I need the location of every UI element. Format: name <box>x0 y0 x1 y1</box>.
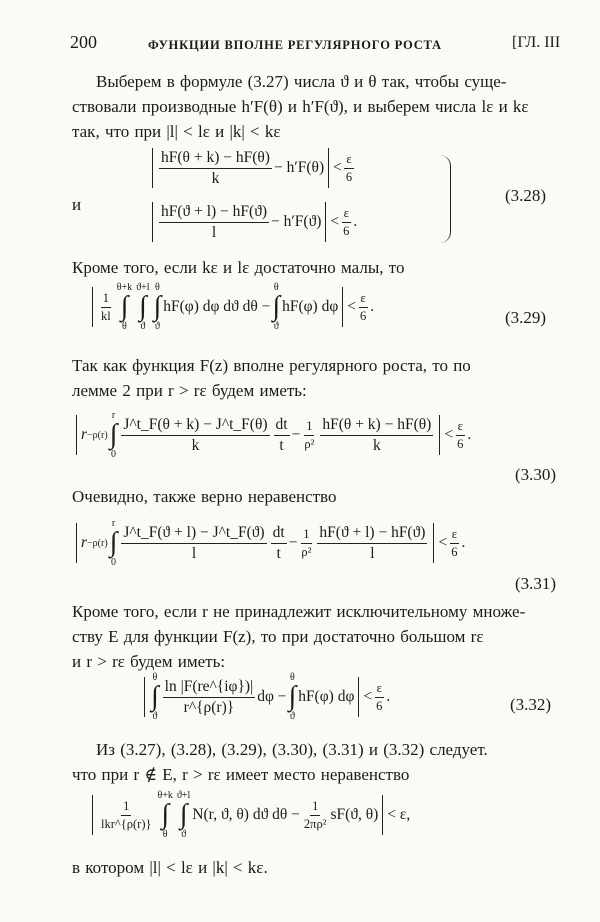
math-term: 1 <box>121 799 131 816</box>
math-term: 1 <box>304 419 314 436</box>
math-term: N(r, ϑ, θ) dϑ dθ − <box>192 806 300 823</box>
text-line: лемме 2 при r > rε будем иметь: <box>72 381 307 400</box>
math-term: − <box>291 426 301 443</box>
abs-bar <box>76 523 77 563</box>
equation-3-28b <box>148 202 357 242</box>
abs-bar <box>358 677 359 717</box>
running-title: ФУНКЦИИ ВПОЛНЕ РЕГУЛЯРНОГО РОСТА <box>148 38 442 52</box>
math-term: ϑ <box>140 321 146 332</box>
equation-3-32 <box>140 672 390 722</box>
math-term: ln |F(re^{iφ})| <box>163 678 256 698</box>
math-term: < <box>347 298 357 315</box>
math-term: θ <box>154 282 160 293</box>
math-term: ε <box>450 527 459 544</box>
abs-bar <box>92 287 93 327</box>
abs-bar <box>328 148 329 188</box>
integral <box>110 518 118 568</box>
math-term: −ρ(r) <box>87 537 108 549</box>
denominator: k <box>211 169 220 187</box>
abs-bar <box>382 795 383 835</box>
lt: < <box>333 159 342 176</box>
integral <box>272 282 280 332</box>
integral <box>110 410 118 460</box>
integral-sign: ∫ <box>153 291 162 322</box>
math-term: θ <box>152 672 158 683</box>
equation-3-29 <box>88 282 374 332</box>
math-term: ε <box>344 152 353 169</box>
equation-3-31 <box>72 518 465 568</box>
abs-bar <box>152 148 153 188</box>
math-term: < <box>438 534 448 551</box>
math-term: ϑ+l <box>176 790 191 801</box>
math-term: dt <box>274 416 290 436</box>
math-term: k <box>191 436 200 454</box>
math-term: − h′F(ϑ) <box>271 213 322 230</box>
math-term: θ <box>122 321 127 332</box>
text-line: и r > rε будем иметь: <box>72 652 226 671</box>
integral <box>177 790 190 840</box>
math-term: . <box>353 213 358 230</box>
math-term: ε <box>375 681 384 698</box>
math-term: r^{ρ(r)} <box>183 698 235 716</box>
fraction <box>302 799 329 832</box>
math-term: θ+k <box>116 282 133 293</box>
math-term: l <box>191 544 197 562</box>
integral-sign: ∫ <box>109 527 118 558</box>
equation-3-28a <box>148 148 356 188</box>
text-line: Кроме того, если kε и lε достаточно малы, то <box>72 258 405 277</box>
integral <box>289 672 297 722</box>
math-term: 6 <box>345 169 353 184</box>
fraction <box>159 203 269 242</box>
math-term: hF(θ + k) − hF(θ) <box>320 416 433 436</box>
fraction <box>121 524 266 563</box>
brace <box>440 155 451 243</box>
math-term: hF(φ) dφ dϑ dθ − <box>163 298 271 315</box>
math-term: ϑ <box>273 321 279 332</box>
abs-bar <box>152 202 153 242</box>
math-term: k <box>372 436 381 454</box>
text-line: ствовали производные h′F(θ) и h′F(ϑ), и выберем числа lε и kε <box>72 97 529 116</box>
chapter-label: [ГЛ. III <box>512 34 561 51</box>
integral-sign: ∫ <box>161 799 170 830</box>
abs-bar <box>144 677 145 717</box>
math-term: r <box>111 518 116 529</box>
fraction <box>455 419 465 452</box>
fraction <box>99 799 153 832</box>
text-line: Так как функция F(z) вполне регулярного роста, то по <box>72 356 471 375</box>
math-term: 6 <box>360 308 367 323</box>
math-term: t <box>276 544 281 562</box>
fraction <box>302 419 316 452</box>
fraction <box>99 291 113 324</box>
math-term: l <box>211 223 217 241</box>
integral-sign: ∫ <box>109 419 118 450</box>
math-term: J^t_F(θ + k) − J^t_F(θ) <box>121 416 269 436</box>
math-term: 6 <box>376 698 383 713</box>
fraction <box>163 678 256 717</box>
text-line: в котором |l| < lε и |k| < kε. <box>72 858 268 877</box>
integral <box>117 282 132 332</box>
integral-sign: ∫ <box>139 291 147 322</box>
fraction <box>271 524 287 563</box>
equation-label: (3.31) <box>515 574 557 593</box>
math-term: θ+k <box>157 790 173 801</box>
abs-bar <box>325 202 326 242</box>
math-term: . <box>467 426 472 443</box>
term: − h′F(θ) <box>273 159 325 176</box>
math-term: θ <box>162 829 168 840</box>
abs-bar <box>439 415 440 455</box>
math-term: 1 <box>310 799 320 816</box>
math-term: ρ² <box>304 436 315 451</box>
text-line: что при r ∉ E, r > rε имеет место неравенство <box>72 765 410 784</box>
math-term: 6 <box>451 544 458 559</box>
equation-label: (3.32) <box>510 695 552 714</box>
equation-3-30 <box>72 410 471 460</box>
fraction <box>317 524 427 563</box>
math-term: < ε, <box>387 806 411 823</box>
math-term: l <box>370 544 375 562</box>
text-line: так, что при |l| < lε и |k| < kε <box>72 122 281 141</box>
math-term: . <box>386 688 391 705</box>
math-term: ϑ <box>152 711 158 722</box>
math-term: θ <box>289 672 295 683</box>
math-term: − <box>288 534 298 551</box>
fraction <box>320 416 433 455</box>
equation-label: (3.30) <box>515 465 557 484</box>
integral-sign: ∫ <box>151 681 159 712</box>
integral <box>151 672 159 722</box>
fraction <box>121 416 269 455</box>
page-number: 200 <box>70 32 97 52</box>
math-term: sF(ϑ, θ) <box>330 806 379 823</box>
abs-bar <box>433 523 434 563</box>
math-term: r <box>81 426 88 443</box>
math-term: 2πρ² <box>303 816 327 831</box>
math-term: ϑ <box>181 829 187 840</box>
fraction <box>374 681 384 714</box>
numerator: hF(θ + k) − hF(θ) <box>159 149 272 169</box>
math-term: −ρ(r) <box>87 429 108 441</box>
math-term: hF(φ) dφ <box>282 298 339 315</box>
fraction <box>449 527 459 560</box>
math-term: ε <box>456 419 465 436</box>
math-term: ε <box>342 206 351 223</box>
math-term: < <box>363 688 373 705</box>
math-term: . <box>370 298 375 315</box>
math-term: 6 <box>343 223 350 238</box>
abs-bar <box>76 415 77 455</box>
fraction <box>159 149 272 188</box>
equation-label: (3.29) <box>505 308 547 327</box>
math-term: 1 <box>101 291 111 308</box>
math-term: ϑ <box>289 711 295 722</box>
abs-bar <box>342 287 343 327</box>
math-term: θ <box>273 282 279 293</box>
math-term: r <box>111 410 116 421</box>
fraction <box>274 416 290 455</box>
math-term: . <box>461 534 466 551</box>
math-term: lkr^{ρ(r)} <box>101 816 152 831</box>
math-term: 0 <box>111 557 116 568</box>
math-term: hF(ϑ + l) − hF(ϑ) <box>159 203 269 223</box>
integral-sign: ∫ <box>272 291 281 322</box>
text-line: Выберем в формуле (3.27) числа ϑ и θ так, чтобы суще- <box>96 72 507 91</box>
math-term: 0 <box>111 449 116 460</box>
text-line: Кроме того, если r не принадлежит исключительному множе- <box>72 602 526 621</box>
integral-sign: ∫ <box>179 799 188 830</box>
math-term: hF(φ) dφ <box>298 688 355 705</box>
integral-sign: ∫ <box>288 681 297 712</box>
math-term: ϑ <box>154 321 160 332</box>
math-term: kl <box>101 308 111 323</box>
math-term: ε <box>359 291 368 308</box>
integral <box>136 282 149 332</box>
math-term: 1 <box>301 527 311 544</box>
math-term: ϑ+l <box>136 282 150 293</box>
text-line: Очевидно, также верно неравенство <box>72 487 337 506</box>
integral <box>157 790 172 840</box>
fraction <box>358 291 368 324</box>
fraction <box>341 206 351 239</box>
math-term: 6 <box>457 436 464 451</box>
math-term: ρ² <box>301 544 312 559</box>
conjunction: и <box>72 195 82 214</box>
integral-sign: ∫ <box>120 291 129 322</box>
math-term: < <box>444 426 454 443</box>
abs-bar <box>92 795 93 835</box>
equation-label: (3.28) <box>505 186 547 205</box>
integral <box>154 282 162 332</box>
math-term: t <box>279 436 284 454</box>
math-term: < <box>330 213 340 230</box>
math-term: dφ − <box>257 688 287 705</box>
fraction <box>299 527 313 560</box>
math-term: dt <box>271 524 287 544</box>
text-line: ству E для функции F(z), то при достаточно большом rε <box>72 627 484 646</box>
math-term: J^t_F(ϑ + l) − J^t_F(ϑ) <box>121 524 266 544</box>
math-term: hF(ϑ + l) − hF(ϑ) <box>317 524 427 544</box>
math-term: r <box>81 534 88 551</box>
fraction <box>344 152 354 185</box>
equation-final <box>88 790 410 840</box>
text-line: Из (3.27), (3.28), (3.29), (3.30), (3.31) и (3.32) следует. <box>96 740 488 759</box>
